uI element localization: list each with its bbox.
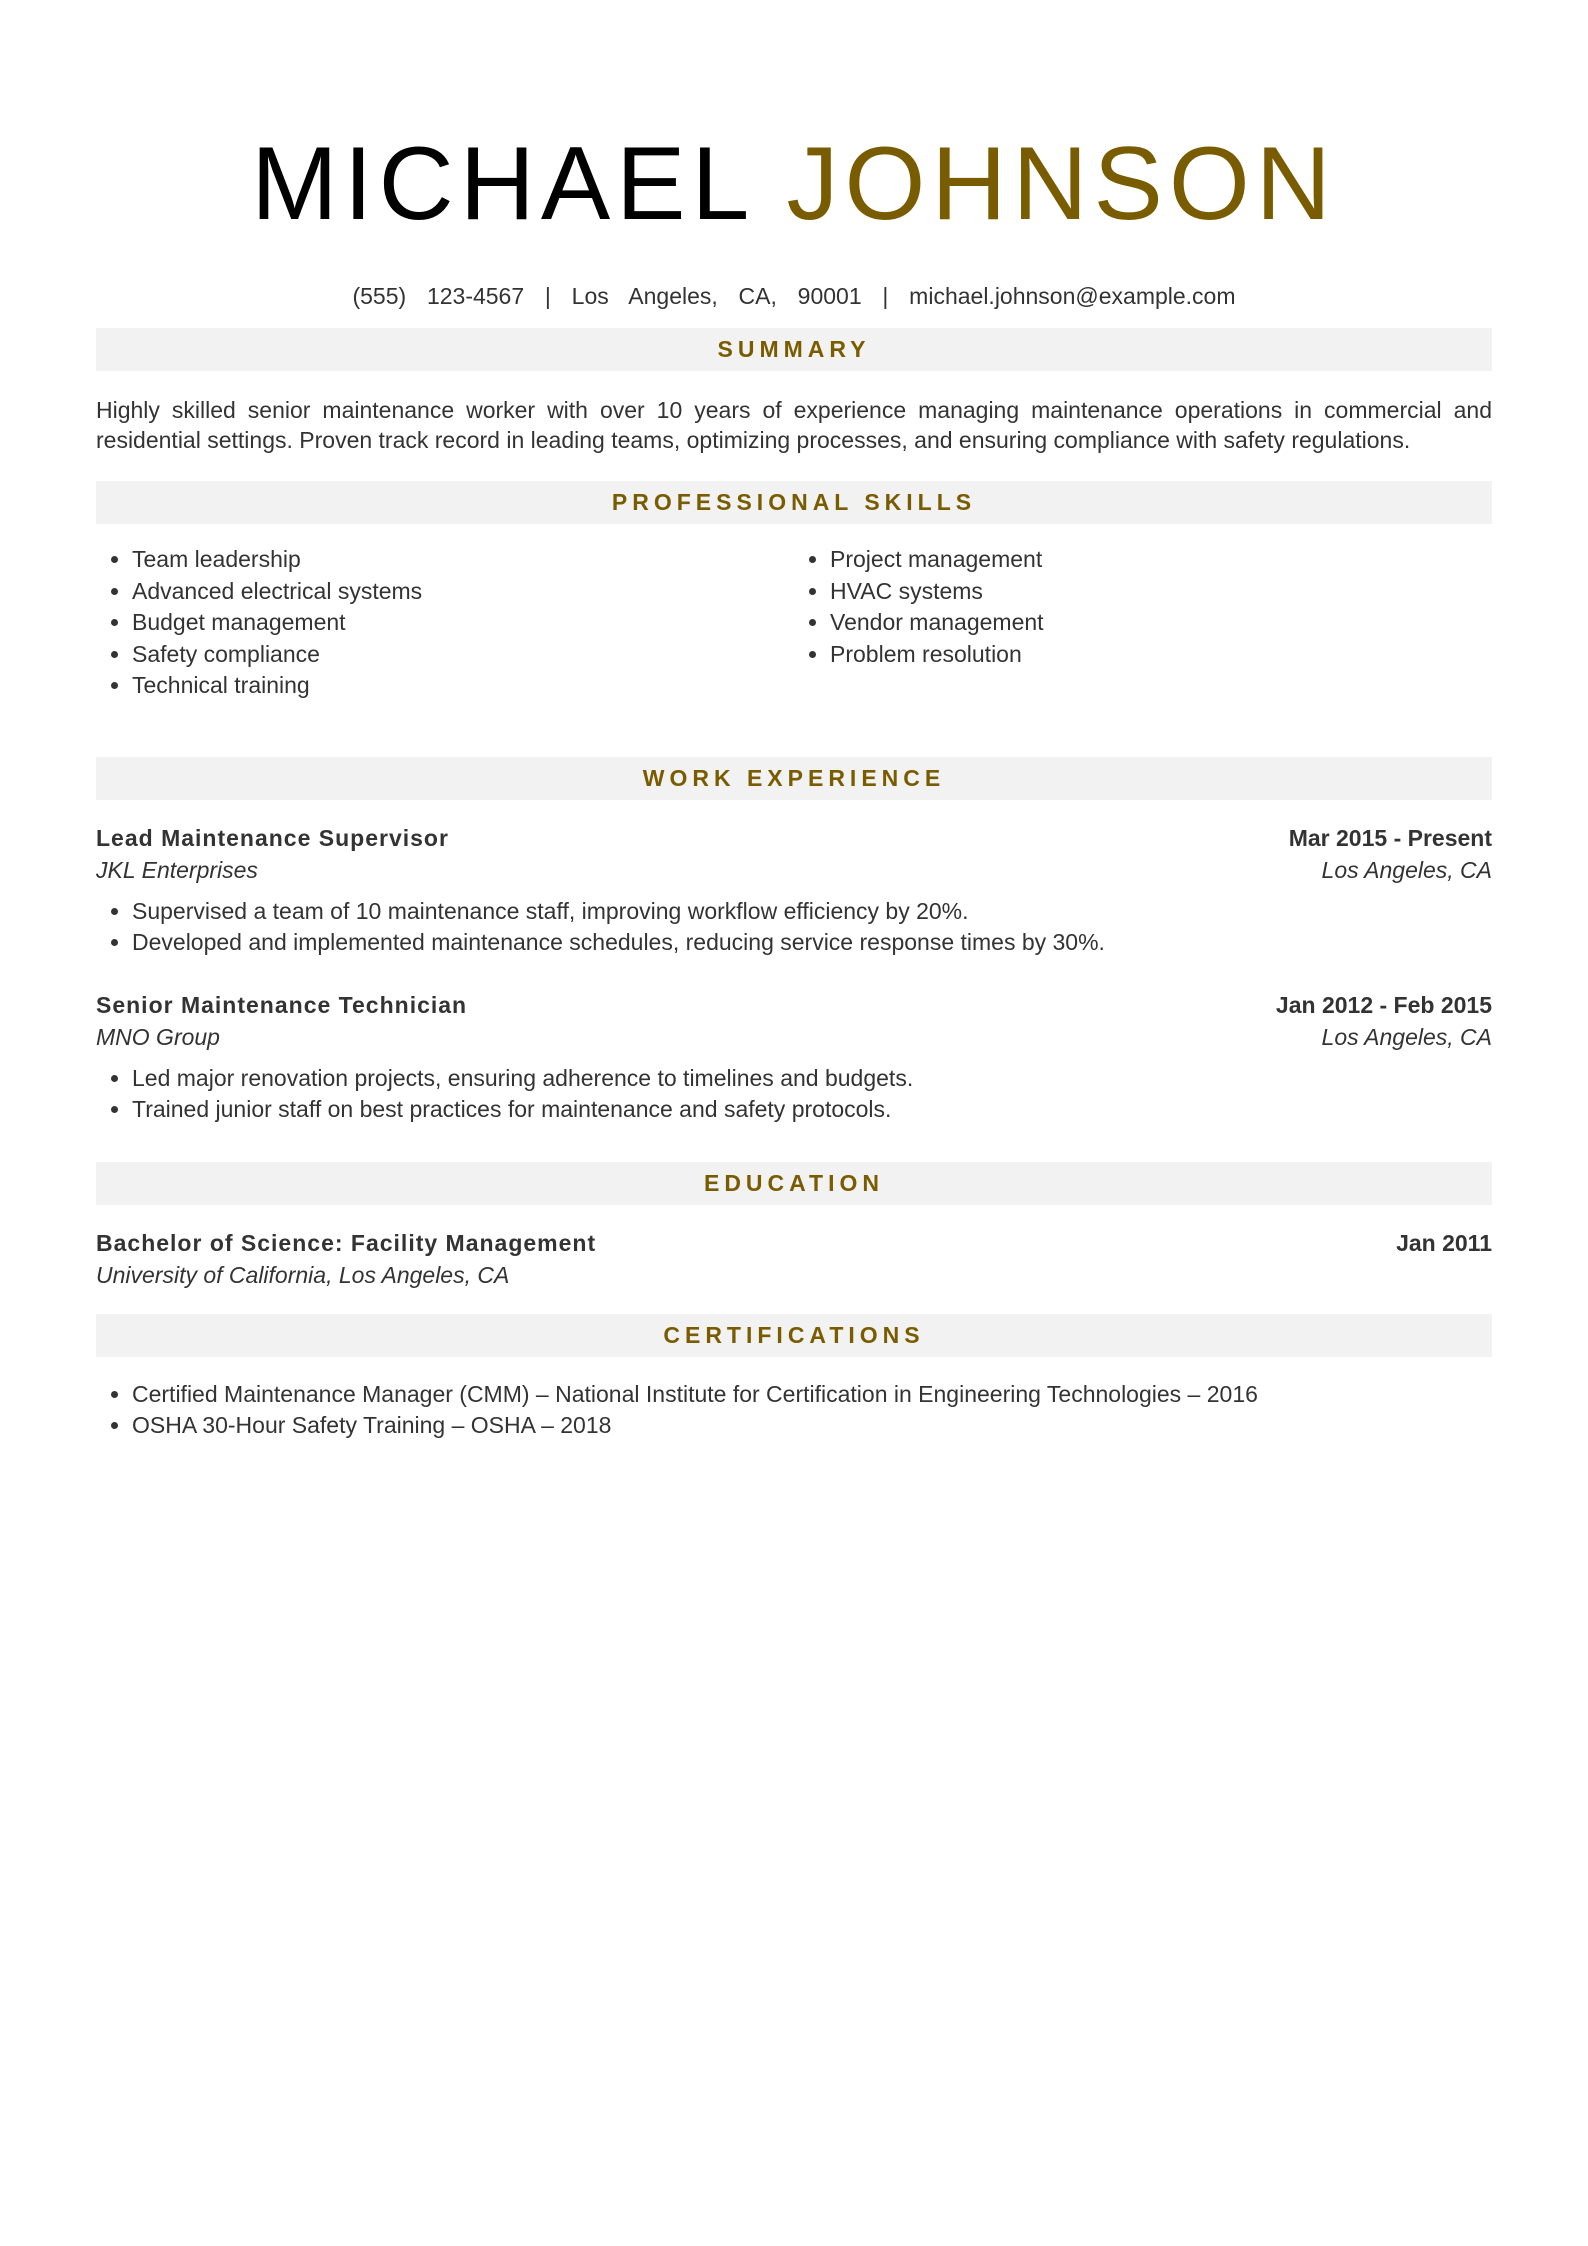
job-dates: Jan 2012 - Feb 2015	[1275, 991, 1492, 1018]
certifications-heading: CERTIFICATIONS	[96, 1314, 1492, 1357]
certifications-bullets	[96, 1379, 1492, 1442]
job-bullet: • Trained junior staff on best practices for maintenance and safety protocols.	[132, 1094, 1492, 1126]
experience-heading: WORK EXPERIENCE	[96, 757, 1492, 800]
job-company-row	[96, 854, 1492, 886]
certification-item: • OSHA 30-Hour Safety Training – OSHA – 2018	[132, 1410, 1492, 1442]
job-title-row	[96, 822, 1492, 854]
summary-heading: SUMMARY	[96, 328, 1492, 371]
job-location: Los Angeles, CA	[1321, 856, 1492, 883]
job-location: Los Angeles, CA	[1321, 1023, 1492, 1050]
skill-item: • Technical training	[132, 670, 794, 702]
skill-item: • HVAC systems	[830, 576, 1492, 608]
skill-item: • Safety compliance	[132, 639, 794, 671]
first-name: MICHAEL	[251, 126, 752, 242]
job-dates: Mar 2015 - Present	[1288, 824, 1492, 851]
summary-text: Highly skilled senior maintenance worker with over 10 years of experience managing maintenance operations in commercial and residential settings. Proven track record in leading teams, optimizing processes, and ensuring compliance with safety regulations.	[96, 397, 1492, 453]
skill-item: • Project management	[830, 544, 1492, 576]
skills-list	[96, 544, 1492, 702]
job-entry	[96, 989, 1492, 1126]
job-company-row	[96, 1021, 1492, 1053]
skill-item: • Budget management	[132, 607, 794, 639]
education-school: University of California, Los Angeles, CA	[96, 1261, 510, 1288]
job-bullets	[96, 896, 1492, 959]
job-title: Lead Maintenance Supervisor	[96, 824, 449, 851]
certification-item: • Certified Maintenance Manager (CMM) – National Institute for Certification in Engineering Technologies – 2016	[132, 1379, 1492, 1411]
job-title-row	[96, 989, 1492, 1021]
education-heading: EDUCATION	[96, 1162, 1492, 1205]
contact-line: (555) 123-4567 | Los Angeles, CA, 90001 | michael.johnson@example.com	[352, 283, 1236, 309]
education-school-row	[96, 1259, 1492, 1291]
job-company: JKL Enterprises	[96, 856, 258, 883]
last-name: JOHNSON	[786, 126, 1337, 242]
skill-item: • Advanced electrical systems	[132, 576, 794, 608]
education-entry	[96, 1227, 1492, 1291]
experience-list	[96, 822, 1492, 1126]
skills-column-left	[96, 544, 794, 702]
job-title: Senior Maintenance Technician	[96, 991, 468, 1018]
education-degree: Bachelor of Science: Facility Management	[96, 1229, 597, 1256]
education-title-row	[96, 1227, 1492, 1259]
certifications-list	[96, 1379, 1492, 1442]
resume-content	[96, 120, 1492, 1442]
skill-item: • Vendor management	[830, 607, 1492, 639]
skills-heading: PROFESSIONAL SKILLS	[96, 481, 1492, 524]
job-bullet: • Supervised a team of 10 maintenance staff, improving workflow efficiency by 20%.	[132, 896, 1492, 928]
job-bullet: • Developed and implemented maintenance schedules, reducing service response times by 30%.	[132, 927, 1492, 959]
skills-column-right	[794, 544, 1492, 702]
job-entry	[96, 822, 1492, 959]
skill-item: • Problem resolution	[830, 639, 1492, 671]
skill-item: • Team leadership	[132, 544, 794, 576]
education-date: Jan 2011	[1396, 1229, 1492, 1256]
job-bullets	[96, 1063, 1492, 1126]
job-company: MNO Group	[96, 1023, 220, 1050]
job-bullet: • Led major renovation projects, ensuring adherence to timelines and budgets.	[132, 1063, 1492, 1095]
candidate-name	[96, 120, 1492, 248]
